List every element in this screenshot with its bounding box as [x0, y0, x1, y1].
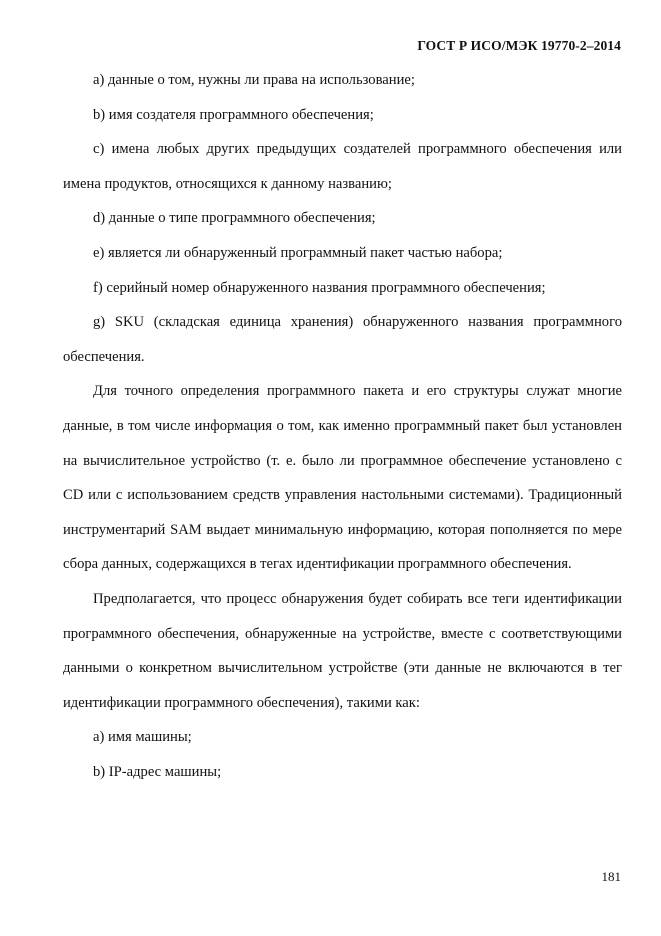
list-item-a: a) данные о том, нужны ли права на использование;: [93, 72, 415, 88]
list-item-c: c) имена любых других предыдущих создателей программного обеспечения или имена продуктов, относящихся к данному названию;: [63, 141, 622, 192]
list-item-b: b) имя создателя программного обеспечения;: [93, 106, 374, 123]
page-number: 181: [601, 869, 621, 884]
list-item-f: f) серийный номер обнаруженного названия программного обеспечения;: [93, 279, 546, 296]
document-header: ГОСТ Р ИСО/МЭК 19770-2–2014: [417, 38, 621, 53]
list-item-d: d) данные о типе программного обеспечения;: [93, 210, 376, 227]
paragraph-discovery-process: Предполагается, что процесс обнаружения будет собирать все теги идентификации программного обеспечения, обнаруженные на устройстве, вместе с соответствующими данными о конкретном вычислительном устройстве (эти данные не включаются в тег идентификации программного обеспечения), такими как:: [63, 590, 622, 711]
list-item-machine-name: a) имя машины;: [93, 729, 192, 746]
list-item-e: e) является ли обнаруженный программный пакет частью набора;: [93, 244, 503, 261]
page-body: [63, 63, 622, 789]
list-item-g: g) SKU (складская единица хранения) обнаруженного названия программного обеспечения.: [63, 314, 622, 365]
paragraph-software-structure: Для точного определения программного пакета и его структуры служат многие данные, в том числе информация о том, как именно программный пакет был установлен на вычислительное устройство (т. е. было ли программное обеспечение установлено с CD или с использованием средств управления настольными системами). Традиционный инструментарий SAM выдает минимальную информацию, которая пополняется по мере сбора данных, содержащихся в тегах идентификации программного обеспечения.: [63, 383, 622, 573]
list-item-ip-address: b) IP-адрес машины;: [93, 763, 222, 780]
